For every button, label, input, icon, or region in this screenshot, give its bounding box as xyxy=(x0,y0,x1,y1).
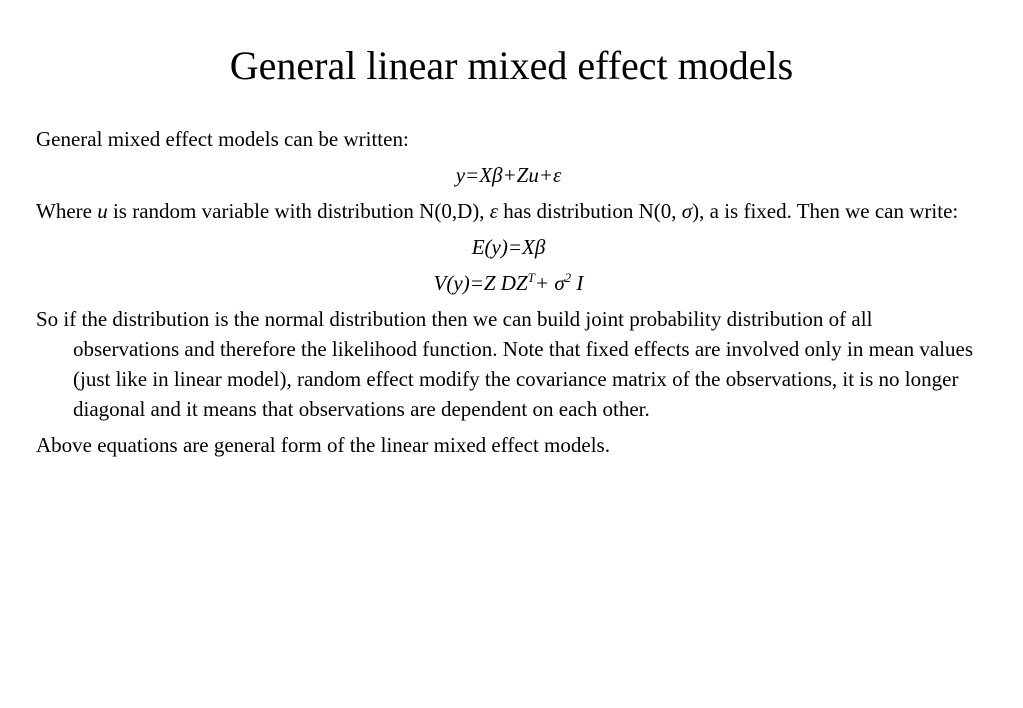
where-paragraph xyxy=(36,196,981,226)
sigma-symbol: σ xyxy=(681,199,693,223)
closing-text: Above equations are general form of the linear mixed effect models. xyxy=(36,433,610,457)
normal-distribution-paragraph: So if the distribution is the normal distribution then we can build joint probability distribution of all observations and therefore the likelihood function. Note that fixed effects are involved only in mean values (just like in linear model), random effect modify the covariance matrix of the observations, it is no longer diagonal and it means that observations are dependent on each other. xyxy=(36,307,973,421)
square-superscript: 2 xyxy=(564,270,572,285)
where-text-3: has distribution N(0, xyxy=(498,199,682,223)
where-text-2: is random variable with distribution N(0,D), xyxy=(107,199,490,223)
where-text-4: ), a is fixed. Then we can write: xyxy=(692,199,959,223)
where-text-1: Where xyxy=(36,199,98,223)
variance-sigma: σ xyxy=(554,271,565,295)
transpose-superscript: T xyxy=(527,270,535,285)
epsilon-symbol: ε xyxy=(489,199,499,223)
variance-lhs: V(y)=Z DZ xyxy=(433,271,528,295)
random-variable-symbol: u xyxy=(97,199,108,223)
slide-body xyxy=(36,124,981,466)
mean-equation: E(y)=Xβ xyxy=(471,235,546,259)
slide-title: General linear mixed effect models xyxy=(229,43,794,88)
variance-plus: + xyxy=(534,271,555,295)
identity-matrix: I xyxy=(571,271,584,295)
model-equation: y=Xβ+Zu+ε xyxy=(455,163,562,187)
intro-text: General mixed effect models can be written: xyxy=(36,127,409,151)
variance-equation xyxy=(36,268,981,298)
